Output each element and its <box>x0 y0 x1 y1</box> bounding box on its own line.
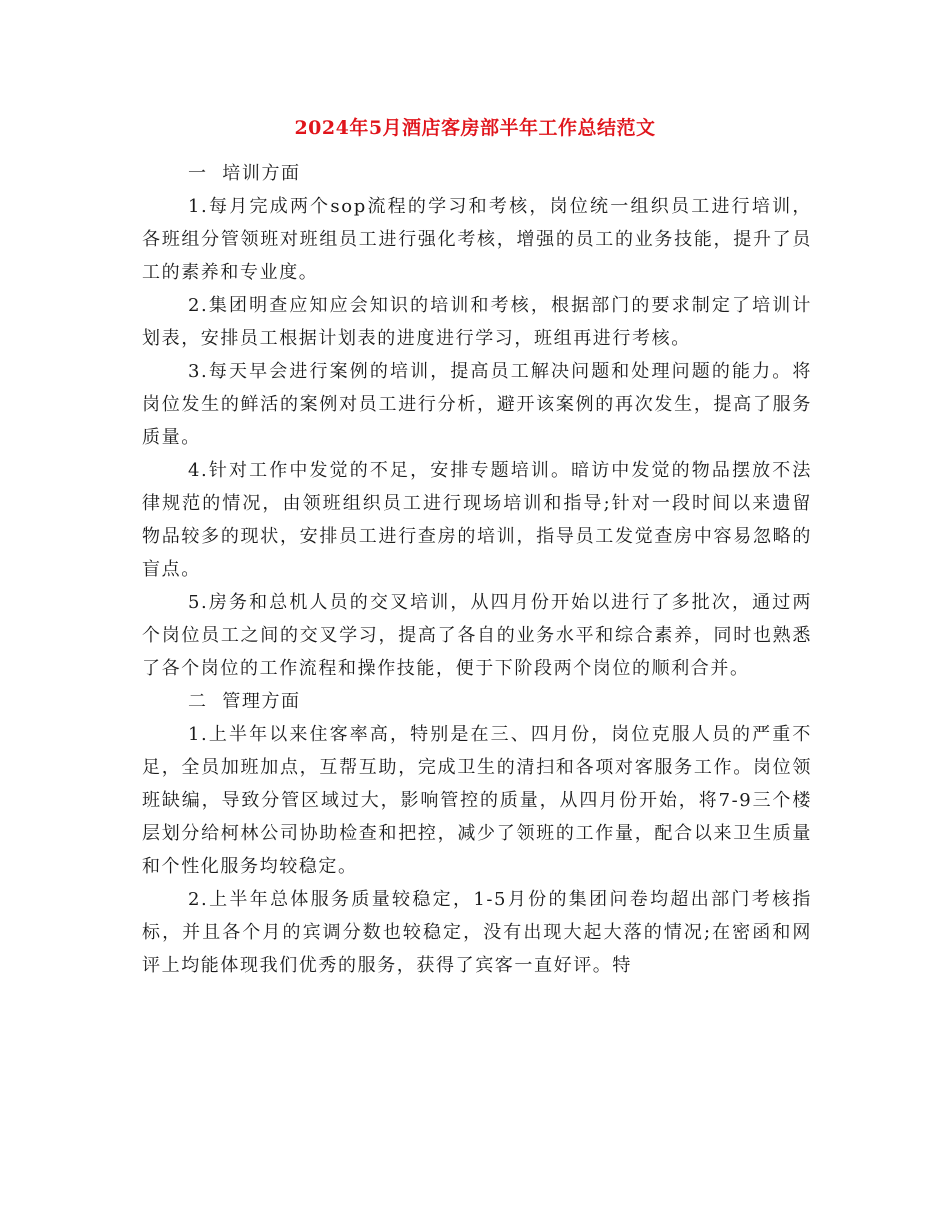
section-heading-management: 二 管理方面 <box>188 691 301 712</box>
paragraph: 3.每天早会进行案例的培训，提高员工解决问题和处理问题的能力。将岗位发生的鲜活的案例对员工进行分析，避开该案例的再次发生，提高了服务质量。 <box>142 361 812 448</box>
document-title: 2024年5月酒店客房部半年工作总结范文 <box>294 117 656 139</box>
paragraph: 2.上半年总体服务质量较稳定，1-5月份的集团问卷均超出部门考核指标，并且各个月的宾调分数也较稳定，没有出现大起大落的情况;在密函和网评上均能体现我们优秀的服务，获得了宾客一直好评。特 <box>142 889 812 976</box>
paragraph: 1.每月完成两个sop流程的学习和考核，岗位统一组织员工进行培训，各班组分管领班对班组员工进行强化考核，增强的员工的业务技能，提升了员工的素养和专业度。 <box>142 196 812 283</box>
paragraph: 1.上半年以来住客率高，特别是在三、四月份，岗位克服人员的严重不足，全员加班加点，互帮互助，完成卫生的清扫和各项对客服务工作。岗位领班缺编，导致分管区域过大，影响管控的质量，从四月份开始，将7-9三个楼层划分给柯林公司协助检查和把控，减少了领班的工作量，配合以来卫生质量和个性化服务均较稳定。 <box>142 724 812 877</box>
paragraph: 2.集团明查应知应会知识的培训和考核，根据部门的要求制定了培训计划表，安排员工根据计划表的进度进行学习，班组再进行考核。 <box>142 295 812 349</box>
section-heading-training: 一 培训方面 <box>188 163 301 184</box>
paragraph: 4.针对工作中发觉的不足，安排专题培训。暗访中发觉的物品摆放不法律规范的情况，由领班组织员工进行现场培训和指导;针对一段时间以来遗留物品较多的现状，安排员工进行查房的培训，指导员工发觉查房中容易忽略的盲点。 <box>142 460 812 580</box>
paragraph: 5.房务和总机人员的交叉培训，从四月份开始以进行了多批次，通过两个岗位员工之间的交叉学习，提高了各自的业务水平和综合素养，同时也熟悉了各个岗位的工作流程和操作技能，便于下阶段两个岗位的顺利合并。 <box>142 592 812 679</box>
document-body <box>142 157 812 982</box>
